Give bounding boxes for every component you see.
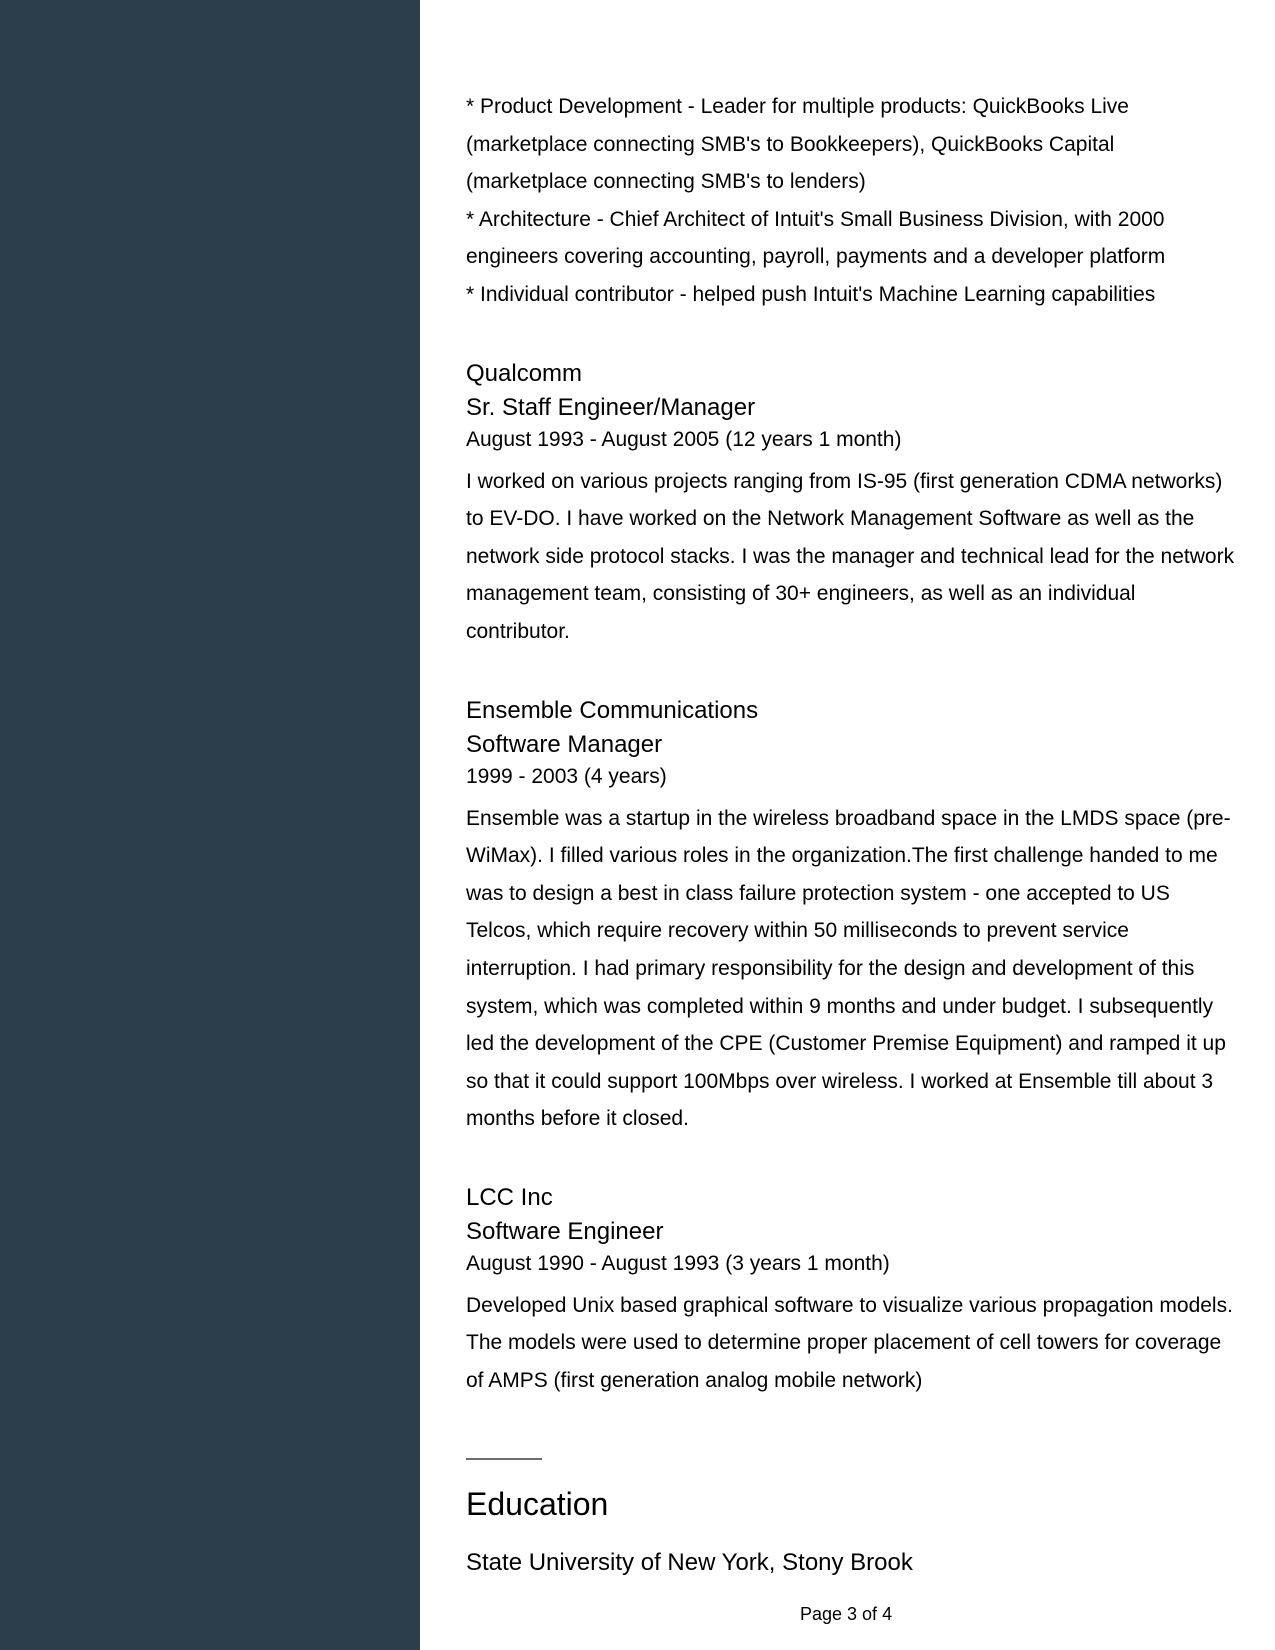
intro-bullet-list: [466, 88, 1236, 314]
school-name: State University of New York, Stony Brook: [466, 1548, 913, 1576]
education-heading: Education: [466, 1485, 609, 1522]
job-entry-lcc: [466, 1181, 1236, 1400]
bullet-item: * Architecture - Chief Architect of Intuit's Small Business Division, with 2000 engineers covering accounting, payroll, payments and a developer platform: [466, 207, 1166, 269]
company-name: Qualcomm: [466, 359, 583, 387]
job-dates: 1999 - 2003 (4 years): [466, 764, 667, 788]
main-content: [466, 88, 1236, 1580]
job-dates: August 1993 - August 2005 (12 years 1 month): [466, 427, 902, 451]
job-description: I worked on various projects ranging from IS-95 (first generation CDMA networks) to EV-DO. I have worked on the Network Management Software as well as the network side protocol stacks. I was the manager and technical lead for the network management team, consisting of 30+ engineers, as well as an individual contributor.: [466, 469, 1235, 643]
sidebar-panel: [0, 0, 420, 1650]
job-title: Software Engineer: [466, 1217, 664, 1245]
page-number: Page 3 of 4: [800, 1604, 893, 1624]
section-divider: [466, 1458, 542, 1460]
job-entry-ensemble: [466, 694, 1236, 1138]
job-description: Ensemble was a startup in the wireless broadband space in the LMDS space (pre-WiMax). I filled various roles in the organization.The first challenge handed to me was to design a best in class failure protection system - one accepted to US Telcos, which require recovery within 50 milliseconds to prevent service interruption. I had primary responsibility for the design and development of this system, which was completed within 9 months and under budget. I subsequently led the development of the CPE (Customer Premise Equipment) and ramped it up so that it could support 100Mbps over wireless. I worked at Ensemble till about 3 months before it closed.: [466, 806, 1231, 1131]
job-title: Software Manager: [466, 730, 663, 758]
job-entry-qualcomm: [466, 357, 1236, 651]
job-dates: August 1990 - August 1993 (3 years 1 month): [466, 1251, 890, 1275]
job-title: Sr. Staff Engineer/Manager: [466, 393, 756, 421]
bullet-item: * Individual contributor - helped push Intuit's Machine Learning capabilities: [466, 282, 1156, 306]
bullet-item: * Product Development - Leader for multiple products: QuickBooks Live (marketplace connecting SMB's to Bookkeepers), QuickBooks Capital (marketplace connecting SMB's to lenders): [466, 95, 1129, 194]
company-name: LCC Inc: [466, 1183, 553, 1211]
job-description: Developed Unix based graphical software to visualize various propagation models. The models were used to determine proper placement of cell towers for coverage of AMPS (first generation analog mobile network): [466, 1293, 1233, 1393]
company-name: Ensemble Communications: [466, 696, 759, 724]
